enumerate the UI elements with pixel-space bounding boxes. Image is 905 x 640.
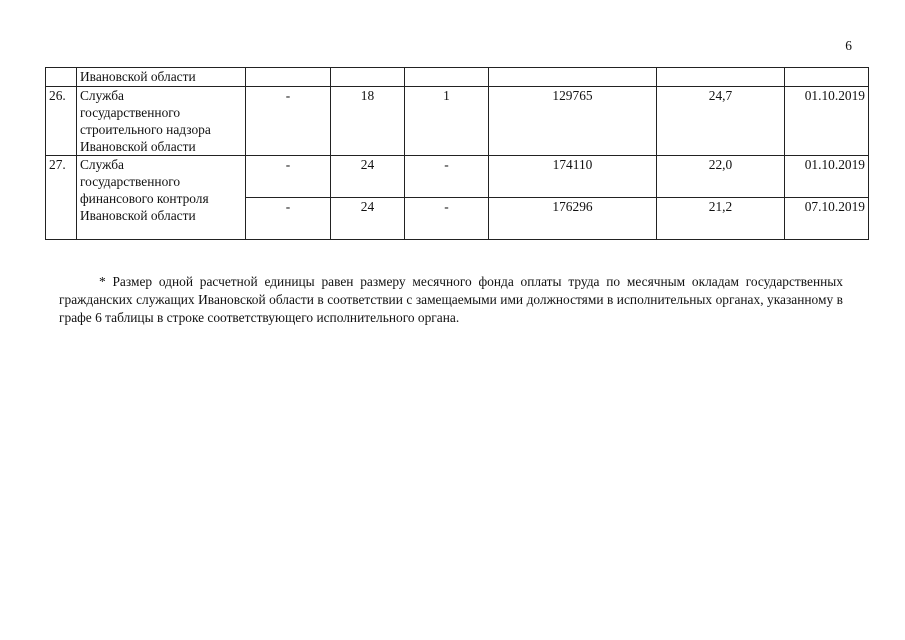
footnote: * Размер одной расчетной единицы равен размеру месячного фонда оплаты труда по месячным окладам государственных гражданских служащих Ивановской области в соответствии с замещаемыми ими должностями в исполнительных органах, указанному в графе 6 таблицы в строке соответствующего исполнительного органа. (59, 274, 843, 326)
cell-col6: 176296 (489, 198, 657, 240)
agency-name-line: строительного надзора (80, 122, 211, 137)
cell-col7: 21,2 (657, 198, 785, 240)
cell-date: 07.10.2019 (785, 198, 869, 240)
cell-col3: - (246, 156, 331, 198)
cell-col3: - (246, 87, 331, 156)
agency-name-line: финансового контроля (80, 191, 209, 206)
table-row (46, 156, 869, 198)
cell-num (46, 68, 77, 87)
staffing-table (45, 67, 869, 240)
cell-col6: 174110 (489, 156, 657, 198)
cell-agency-name (77, 87, 246, 156)
cell-col7: 22,0 (657, 156, 785, 198)
cell-date: 01.10.2019 (785, 87, 869, 156)
cell-col5: 1 (405, 87, 489, 156)
table-row-continuation (46, 68, 869, 87)
cell-num: 26. (46, 87, 77, 156)
agency-name-line: Ивановской области (80, 208, 196, 223)
cell-col4: 18 (331, 87, 405, 156)
cell-agency-name: Ивановской области (77, 68, 246, 87)
agency-name-line: Ивановской области (80, 139, 196, 154)
cell-col7: 24,7 (657, 87, 785, 156)
cell-col5: - (405, 156, 489, 198)
cell-col4: 24 (331, 198, 405, 240)
cell-agency-name (77, 156, 246, 240)
cell-col6: 129765 (489, 87, 657, 156)
cell-num: 27. (46, 156, 77, 240)
cell-col4: 24 (331, 156, 405, 198)
agency-name-line: Служба (80, 157, 124, 172)
cell-col5: - (405, 198, 489, 240)
cell-date: 01.10.2019 (785, 156, 869, 198)
table-row (46, 87, 869, 156)
agency-name-line: Служба (80, 88, 124, 103)
agency-name-line: государственного (80, 174, 181, 189)
agency-name-line: государственного (80, 105, 181, 120)
page-number: 6 (845, 38, 852, 53)
cell-col3: - (246, 198, 331, 240)
